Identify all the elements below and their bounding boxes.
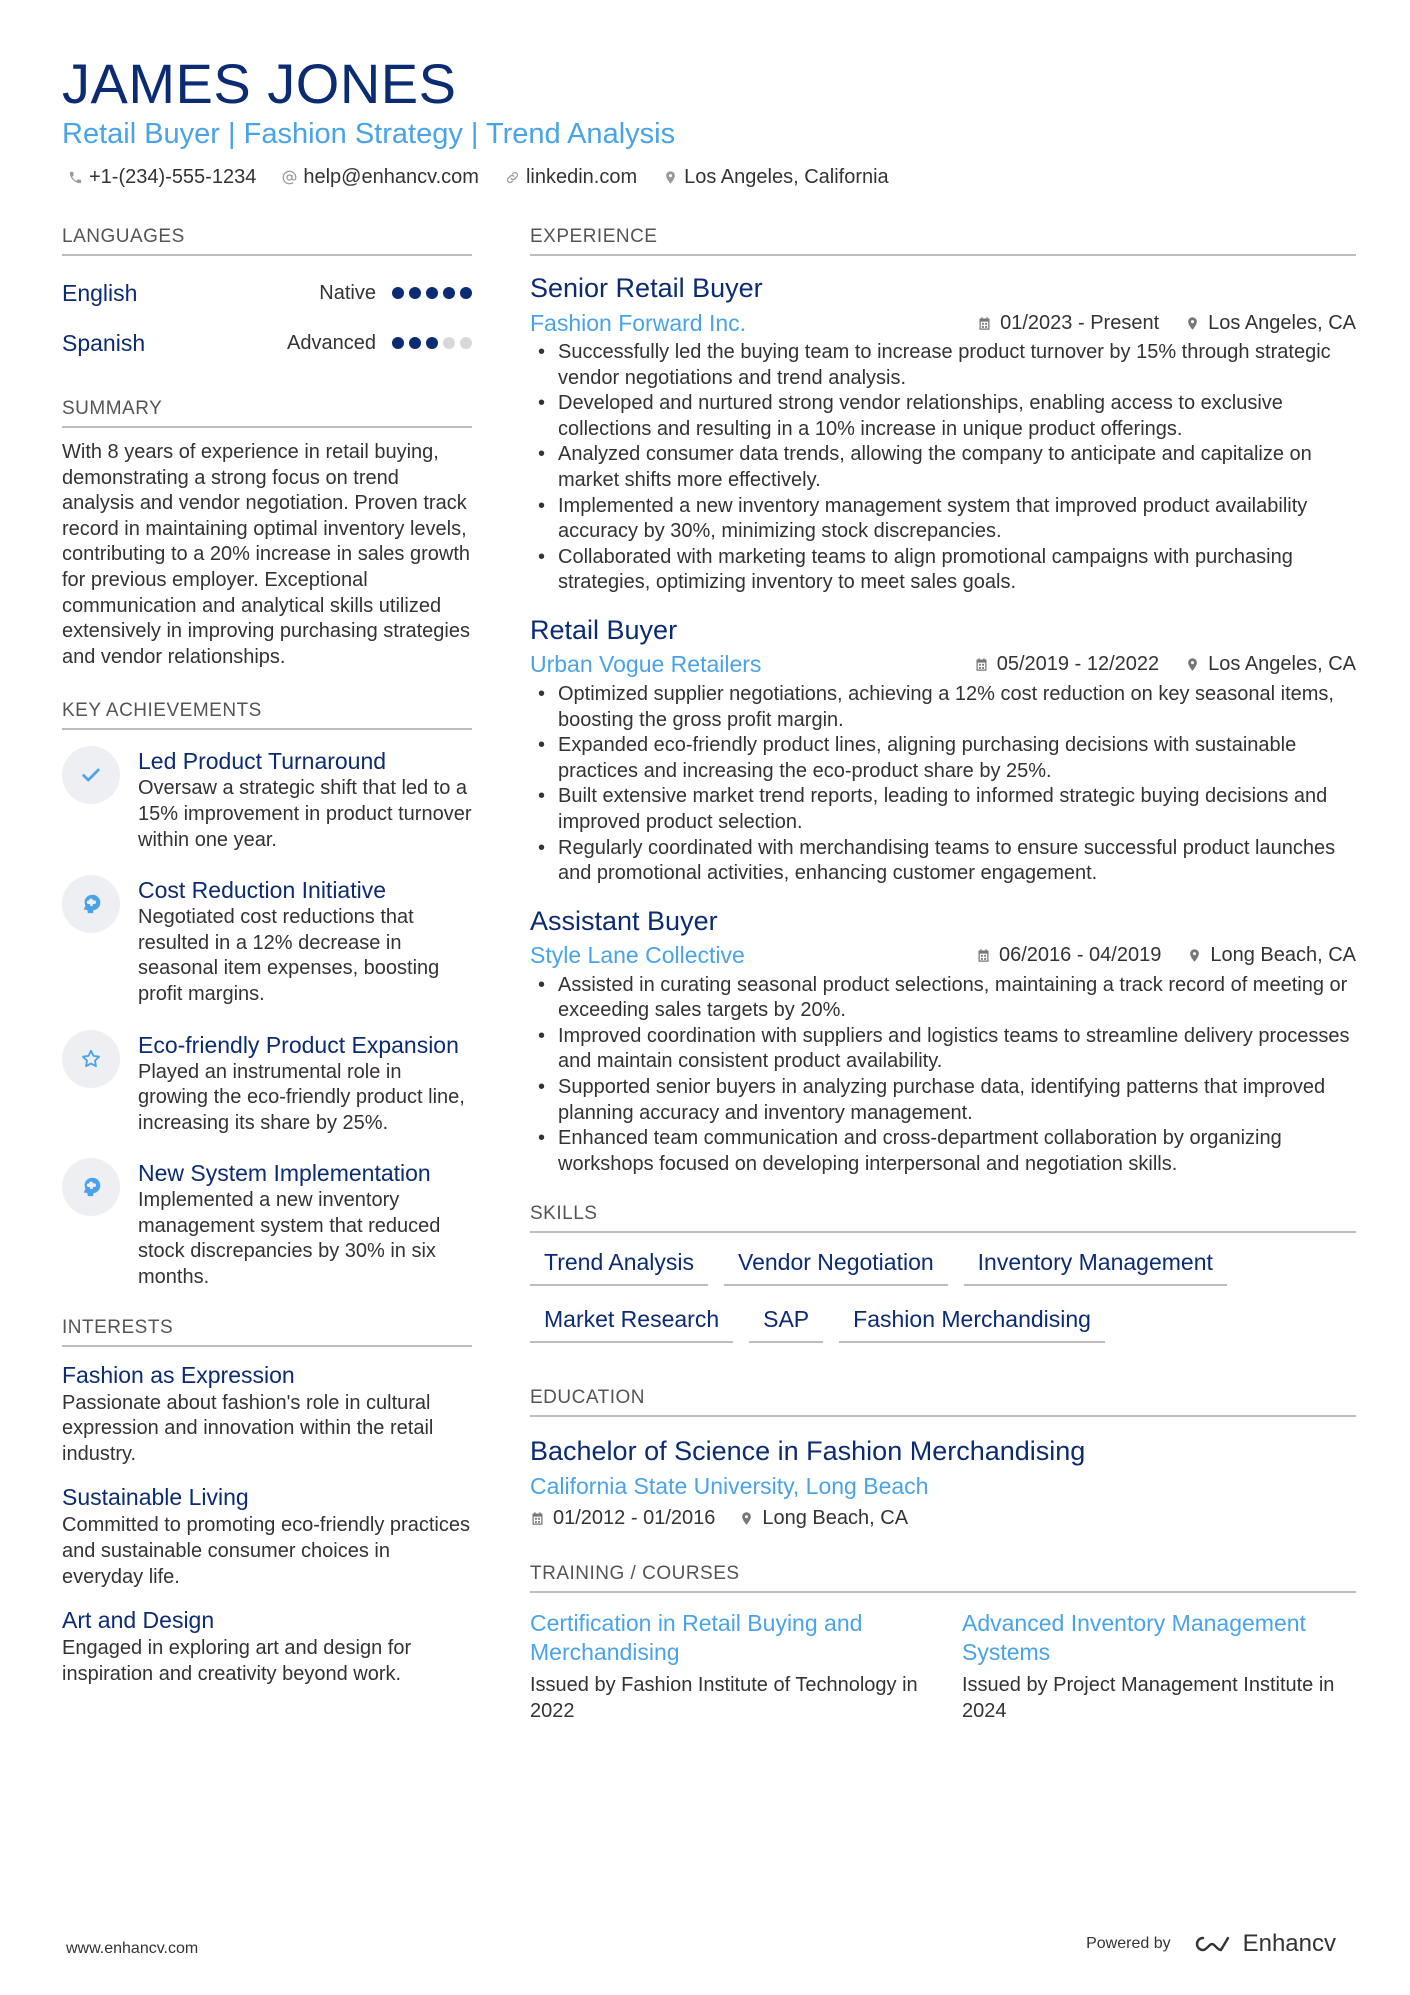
- achievement-item: [62, 746, 472, 853]
- interest-title: Fashion as Expression: [62, 1361, 295, 1388]
- job-title: Senior Retail Buyer: [530, 273, 763, 303]
- achievement-icon-wrap: [62, 746, 120, 804]
- language-rating: [392, 287, 472, 299]
- achievement-desc: Played an instrumental role in growing the eco-friendly product line, increasing its share by 25%.: [138, 1060, 465, 1134]
- contact-email[interactable]: [282, 166, 479, 189]
- skills-list: [530, 1247, 1356, 1343]
- job-company: Fashion Forward Inc.: [530, 309, 747, 336]
- job-bullets: [530, 973, 1356, 1178]
- interest-desc: Engaged in exploring art and design for inspiration and creativity beyond work.: [62, 1637, 412, 1685]
- location-icon: [739, 1511, 754, 1526]
- footer-website[interactable]: www.enhancv.com: [66, 1940, 199, 1957]
- education-degree: Bachelor of Science in Fashion Merchandising: [530, 1436, 1086, 1467]
- rating-dot: [409, 337, 421, 349]
- interests-section: [62, 1317, 472, 1688]
- job-bullet: • Developed and nurtured strong vendor relationships, enabling access to exclusive collections and resulting in a 10% increase in unique product offerings.: [530, 391, 1356, 442]
- achievement-title: Cost Reduction Initiative: [138, 877, 387, 904]
- languages-title: LANGUAGES: [62, 226, 472, 256]
- job-title: Retail Buyer: [530, 614, 678, 645]
- achievements-title: KEY ACHIEVEMENTS: [62, 700, 472, 730]
- job-location-text: Long Beach, CA: [1210, 944, 1356, 967]
- contact-linkedin-text: linkedin.com: [525, 166, 638, 188]
- interest-item: [62, 1604, 472, 1687]
- interests-title: INTERESTS: [62, 1317, 472, 1347]
- language-rating: [392, 337, 472, 349]
- summary-title: SUMMARY: [62, 398, 472, 428]
- skill-tag: Inventory Management: [964, 1247, 1227, 1286]
- star-icon: [80, 1048, 102, 1070]
- achievement-desc: Implemented a new inventory management system that reduced stock discrepancies by 30% in six months.: [138, 1189, 441, 1289]
- course-title: Certification in Retail Buying and Merchandising: [530, 1610, 863, 1666]
- left-column: [62, 226, 472, 1717]
- rating-dot: [443, 287, 455, 299]
- location-icon: [663, 170, 678, 185]
- job-dates-text: 01/2023 - Present: [1000, 311, 1160, 334]
- phone-icon: [68, 170, 83, 185]
- brain-icon: [80, 1176, 102, 1198]
- calendar-icon: [976, 948, 991, 963]
- candidate-tagline: Retail Buyer | Fashion Strategy | Trend Analysis: [62, 118, 676, 150]
- job-entry: [530, 270, 1356, 596]
- language-item: [62, 318, 472, 368]
- achievement-icon-wrap: [62, 1030, 120, 1088]
- course-title: Advanced Inventory Management Systems: [962, 1610, 1306, 1666]
- rating-dot: [426, 337, 438, 349]
- skills-section: [530, 1203, 1356, 1343]
- skill-tag: Market Research: [530, 1304, 733, 1343]
- rating-dot: [392, 337, 404, 349]
- skill-tag: SAP: [749, 1304, 823, 1343]
- job-bullet: • Successfully led the buying team to increase product turnover by 15% through strategic vendor negotiations and trend analysis.: [530, 340, 1356, 391]
- language-name: English: [62, 279, 138, 306]
- job-dates-text: 06/2016 - 04/2019: [998, 944, 1162, 967]
- job-bullet: • Expanded eco-friendly product lines, aligning purchasing decisions with sustainable practices and increasing the eco-product share by 25%.: [530, 733, 1356, 784]
- language-level: Native: [319, 281, 376, 304]
- training-section: [530, 1563, 1356, 1724]
- job-bullet: • Implemented a new inventory management system that improved product availability accuracy by 30%, minimizing stock discrepancies.: [530, 494, 1356, 545]
- footer-brand: [1086, 1930, 1336, 1958]
- job-title: Assistant Buyer: [530, 905, 718, 936]
- job-entry: [530, 903, 1356, 1178]
- job-dates-text: 05/2019 - 12/2022: [996, 653, 1160, 676]
- interest-title: Art and Design: [62, 1607, 215, 1634]
- job-location: [1185, 312, 1356, 335]
- contact-phone[interactable]: [68, 166, 256, 189]
- education-location: Long Beach, CA: [762, 1507, 909, 1530]
- achievement-item: [62, 1030, 472, 1137]
- job-bullet: • Improved coordination with suppliers and logistics teams to streamline delivery processes and maintain consistent product availability.: [530, 1024, 1356, 1075]
- location-icon: [1185, 657, 1200, 672]
- courses-list: [530, 1609, 1356, 1724]
- skill-tag: Fashion Merchandising: [839, 1304, 1105, 1343]
- interest-item: [62, 1481, 472, 1590]
- contact-location: [663, 166, 889, 189]
- achievement-item: [62, 875, 472, 1007]
- language-item: [62, 268, 472, 318]
- rating-dot: [392, 287, 404, 299]
- education-title: EDUCATION: [530, 1387, 1356, 1417]
- languages-section: [62, 226, 472, 368]
- contact-phone-text: +1-(234)-555-1234: [89, 166, 257, 188]
- brand-name: Enhancv: [1242, 1930, 1336, 1957]
- job-entry: [530, 612, 1356, 887]
- job-meta: [530, 306, 1356, 340]
- contact-email-text: help@enhancv.com: [303, 166, 479, 188]
- job-bullet: • Analyzed consumer data trends, allowing the company to anticipate and capitalize on market shifts more effectively.: [530, 442, 1356, 493]
- job-bullet: • Enhanced team communication and cross-department collaboration by organizing workshops focused on developing interpersonal and negotiation skills.: [530, 1126, 1356, 1177]
- achievement-desc: Oversaw a strategic shift that led to a 15% improvement in product turnover within one year.: [138, 777, 472, 851]
- job-bullet: • Optimized supplier negotiations, achieving a 12% cost reduction on key seasonal items, boosting the gross profit margin.: [530, 682, 1356, 733]
- summary-text: With 8 years of experience in retail buying, demonstrating a strong focus on trend analysis and vendor negotiation. Proven track record in maintaining optimal inventory levels, contributing to a 20% increase in sales growth for previous employer. Exceptional communication and analytical skills utilized extensively in improving purchasing strategies and vendor relationships.: [62, 441, 471, 668]
- contact-linkedin[interactable]: [505, 166, 637, 189]
- education-dates: 01/2012 - 01/2016: [553, 1507, 716, 1530]
- check-icon: [80, 764, 102, 786]
- interest-title: Sustainable Living: [62, 1484, 249, 1511]
- interest-desc: Committed to promoting eco-friendly practices and sustainable consumer choices in everyday life.: [62, 1514, 470, 1588]
- language-level: Advanced: [287, 331, 376, 354]
- job-company: Style Lane Collective: [530, 942, 745, 969]
- at-icon: [282, 170, 297, 185]
- powered-by-label: Powered by: [1086, 1935, 1171, 1952]
- brand-logo[interactable]: [1189, 1930, 1336, 1958]
- summary-section: [62, 398, 472, 670]
- rating-dot: [409, 287, 421, 299]
- contact-bar: [68, 166, 889, 189]
- link-icon: [505, 170, 520, 185]
- rating-dot: [460, 337, 472, 349]
- education-school: California State University, Long Beach: [530, 1473, 929, 1500]
- calendar-icon: [974, 657, 989, 672]
- course-desc: Issued by Fashion Institute of Technology in 2022: [530, 1674, 918, 1723]
- interest-desc: Passionate about fashion's role in cultural expression and innovation within the retail industry.: [62, 1391, 434, 1465]
- location-icon: [1185, 316, 1200, 331]
- language-name: Spanish: [62, 329, 146, 356]
- job-meta: [530, 648, 1356, 682]
- brain-icon: [80, 893, 102, 915]
- achievement-title: Led Product Turnaround: [138, 748, 387, 775]
- achievement-title: Eco-friendly Product Expansion: [138, 1031, 459, 1058]
- course-item: [530, 1609, 922, 1724]
- right-column: [530, 226, 1356, 1755]
- skill-tag: Vendor Negotiation: [724, 1247, 948, 1286]
- rating-dot: [460, 287, 472, 299]
- education-section: [530, 1387, 1356, 1533]
- skills-title: SKILLS: [530, 1203, 1356, 1233]
- job-location: [1185, 653, 1356, 676]
- job-bullet: • Supported senior buyers in analyzing purchase data, identifying patterns that improved planning accuracy and inventory management.: [530, 1075, 1356, 1126]
- calendar-icon: [977, 316, 992, 331]
- contact-location-text: Los Angeles, California: [684, 166, 889, 188]
- candidate-name: JAMES JONES: [62, 52, 457, 115]
- skill-tag: Trend Analysis: [530, 1247, 708, 1286]
- job-location-text: Los Angeles, CA: [1208, 311, 1356, 334]
- job-bullet: • Assisted in curating seasonal product selections, maintaining a track record of meeting or exceeding sales targets by 20%.: [530, 973, 1356, 1024]
- job-bullet: • Collaborated with marketing teams to align promotional campaigns with purchasing strategies, optimizing inventory to meet sales goals.: [530, 545, 1356, 596]
- job-dates: [976, 944, 1161, 967]
- job-location: [1187, 944, 1356, 967]
- job-dates: [974, 653, 1159, 676]
- job-bullet: • Regularly coordinated with merchandising teams to ensure successful product launches and promotional activities, enhancing customer engagement.: [530, 836, 1356, 887]
- interest-item: [62, 1359, 472, 1468]
- calendar-icon: [530, 1511, 545, 1526]
- achievement-item: [62, 1158, 472, 1290]
- rating-dot: [443, 337, 455, 349]
- job-dates: [977, 312, 1159, 335]
- job-company: Urban Vogue Retailers: [530, 651, 762, 678]
- achievement-title: New System Implementation: [138, 1160, 431, 1187]
- achievements-section: [62, 700, 472, 1290]
- training-title: TRAINING / COURSES: [530, 1563, 1356, 1593]
- job-bullets: [530, 682, 1356, 887]
- achievement-desc: Negotiated cost reductions that resulted in a 12% decrease in seasonal item expenses, boosting profit margins.: [138, 906, 440, 1005]
- job-meta: [530, 939, 1356, 973]
- job-location-text: Los Angeles, CA: [1208, 653, 1356, 676]
- rating-dot: [426, 287, 438, 299]
- job-bullet: • Built extensive market trend reports, leading to informed strategic buying decisions and improved product selection.: [530, 784, 1356, 835]
- education-meta: [530, 1503, 1356, 1533]
- course-item: [962, 1609, 1354, 1724]
- experience-section: [530, 226, 1356, 1177]
- experience-title: EXPERIENCE: [530, 226, 1356, 256]
- location-icon: [1187, 948, 1202, 963]
- job-bullets: [530, 340, 1356, 596]
- enhancv-logo-icon: [1189, 1932, 1235, 1956]
- achievement-icon-wrap: [62, 875, 120, 933]
- achievement-icon-wrap: [62, 1158, 120, 1216]
- course-desc: Issued by Project Management Institute in 2024: [962, 1674, 1335, 1723]
